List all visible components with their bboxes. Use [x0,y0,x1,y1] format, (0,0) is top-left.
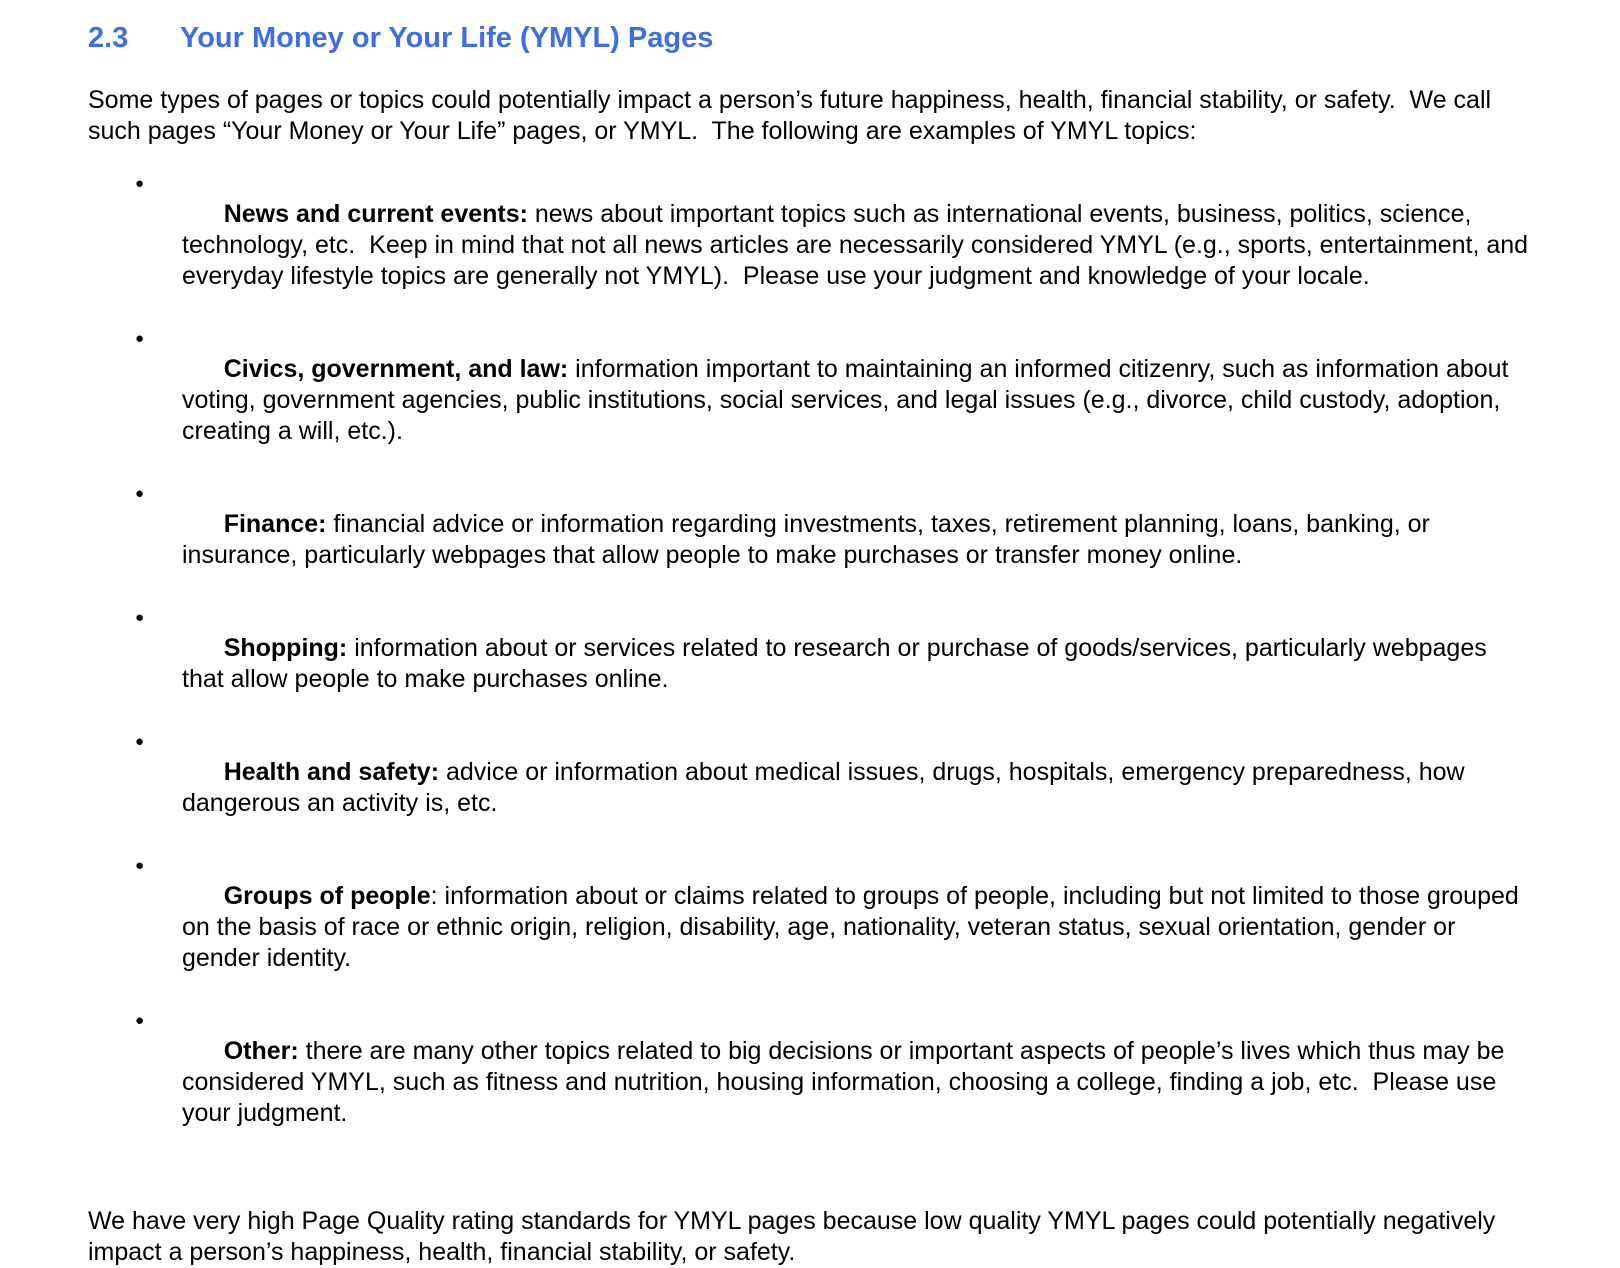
ymyl-topic-list [88,168,1535,1160]
list-item-term: Other: [223,1037,299,1065]
list-item-other [135,1005,1535,1160]
list-item-description: : information about or claims related to groups of people, including but not limited to those grouped on the basis of race or ethnic origin, religion, disability, age, nationality, veteran status, sexual orientation, gender or gender identity. [182,882,1526,972]
bullet-icon: ● [135,330,145,347]
list-item-description: financial advice or information regarding investments, taxes, retirement planning, loans, banking, or insurance, particularly webpages that allow people to make purchases or transfer money online. [182,510,1437,569]
bullet-icon: ● [135,175,145,192]
bullet-icon: ● [135,733,145,750]
list-item-term: Groups of people [223,882,431,910]
list-item-description: there are many other topics related to big decisions or important aspects of people’s lives which thus may be considered YMYL, such as fitness and nutrition, housing information, choosing a college, finding a job, etc. Please use your judgment. [182,1037,1512,1127]
bullet-icon: ● [135,485,145,502]
list-item-description: advice or information about medical issues, drugs, hospitals, emergency preparedness, how dangerous an activity is, etc. [182,758,1472,817]
list-item-shopping [135,602,1535,726]
closing-paragraph: We have very high Page Quality rating standards for YMYL pages because low quality YMYL pages could potentially negatively impact a person’s happiness, health, financial stability, or safety. [88,1207,1503,1266]
list-item-finance [135,478,1535,602]
list-item-term: Health and safety: [223,758,440,786]
list-item-news [135,168,1536,323]
intro-paragraph: Some types of pages or topics could potentially impact a person’s future happiness, health, financial stability, or safety. We call such pages “Your Money or Your Life” pages, or YMYL. The following are examples of YMYL topics: [88,86,1499,145]
bullet-icon: ● [135,609,145,626]
list-item-term: Shopping: [223,634,348,662]
list-item-health-safety [135,726,1535,850]
list-item-term: News and current events: [223,200,528,228]
section-title: Your Money or Your Life (YMYL) Pages [180,22,714,54]
section-number: 2.3 [88,22,129,54]
bullet-icon: ● [135,857,145,874]
list-item-description: news about important topics such as international events, business, politics, science, technology, etc. Keep in mind that not all news articles are necessarily considered YMYL (e.g., sports, entertainment, and everyday lifestyle topics are generally not YMYL). Please use your judgment and knowledge of your locale. [182,200,1536,290]
list-item-term: Civics, government, and law: [223,355,569,383]
list-item-description: information important to maintaining an informed citizenry, such as information about voting, government agencies, public institutions, social services, and legal issues (e.g., divorce, child custody, adoption, creating a will, etc.). [182,355,1516,445]
list-item-civics [135,323,1535,478]
list-item-groups-of-people [135,850,1535,1005]
section-heading [88,21,1535,55]
list-item-description: information about or services related to research or purchase of goods/services, particularly webpages that allow people to make purchases online. [182,634,1494,693]
bullet-icon: ● [135,1012,145,1029]
list-item-term: Finance: [223,510,327,538]
